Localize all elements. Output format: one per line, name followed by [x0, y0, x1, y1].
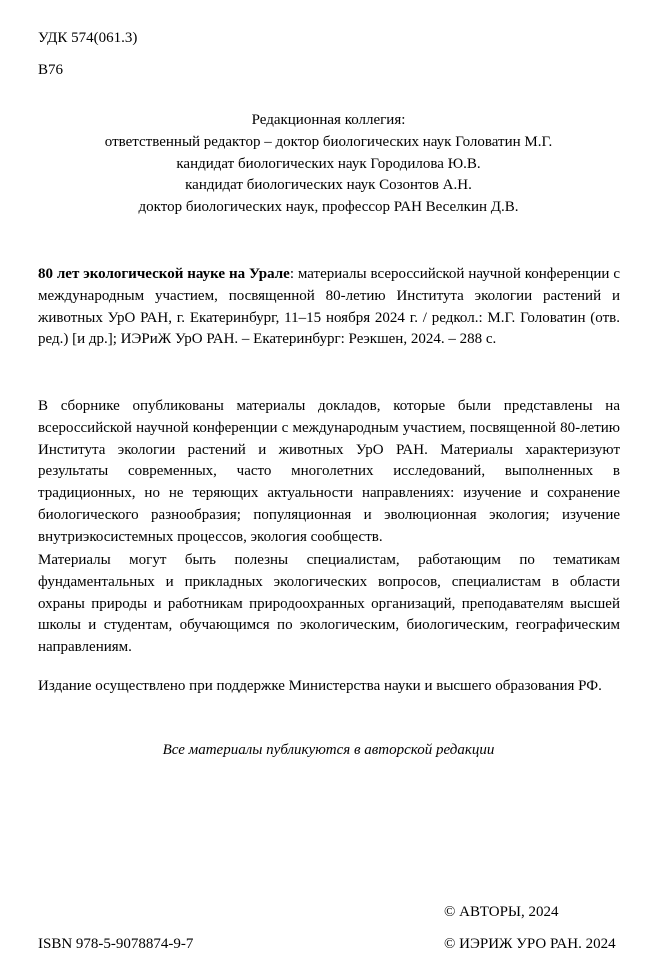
support-note: Издание осуществлено при поддержке Министерства науки и высшего образования РФ.: [38, 678, 602, 694]
copyright-institute: © ИЭРИЖ УРО РАН. 2024: [444, 936, 616, 952]
isbn: ISBN 978-5-9078874-9-7: [38, 936, 194, 952]
udk-code: УДК 574(061.3): [38, 30, 138, 46]
bibliographic-title: 80 лет экологической науке на Урале: [38, 266, 290, 282]
editorial-board-member: кандидат биологических наук Городилова Ю.В.: [176, 155, 481, 172]
abstract-paragraph-1: В сборнике опубликованы материалы докладов, которые были представлены на всероссийской научной конференции с международным участием, посвященной 80-летию Института экологии растений и животных УрО РАН. Материалы характеризуют результаты современных, часто многолетних исследований, выполненных в традиционных, но не теряющих актуальности направлениях: изучение и сохранение биологического разнообразия; популяционная и эволюционная экология; изучение внутриэкосистемных процессов, экология сообществ.: [38, 398, 620, 545]
editorial-board-member: кандидат биологических наук Созонтов А.Н.: [185, 177, 472, 194]
editorial-board-member: ответственный редактор – доктор биологических наук Головатин М.Г.: [104, 133, 553, 150]
editorial-board-member: доктор биологических наук, профессор РАН Веселкин Д.В.: [138, 199, 519, 215]
editorial-board-title: Редакционная коллегия:: [251, 112, 406, 128]
copyright-authors: © АВТОРЫ, 2024: [444, 904, 559, 920]
abstract-paragraph-2: Материалы могут быть полезны специалистам, работающим по тематикам фундаментальных и прикладных экологических вопросов, специалистам в области охраны природы и работникам природоохранных организаций, преподавателям высшей школы и студентам, обучающимся по экологическим, биологическим, географическим направлениям.: [38, 552, 620, 655]
bibliographic-description: : материалы всероссийской научной конференции с международным участием, посвященной 80-летию Института экологии растений и животных УрО РАН, г. Екатеринбург, 11–15 ноября 2024 г. / редкол.: М.Г. Головатин (отв. ред.) [и др.]; ИЭРиЖ УрО РАН. – Екатеринбург: Реэкшен, 2024. – 288 с.: [38, 266, 620, 348]
editorial-board: [38, 110, 619, 219]
bibliographic-entry: [38, 264, 620, 351]
bbk-code: В76: [38, 62, 64, 78]
author-edition-note: Все материалы публикуются в авторской редакции: [162, 742, 495, 758]
